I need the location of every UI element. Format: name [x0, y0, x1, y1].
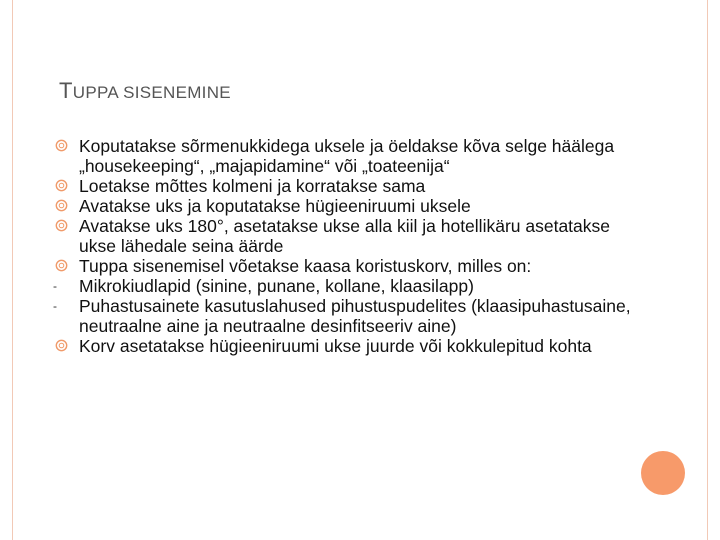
circle-bullet-icon: [55, 176, 69, 196]
list-item-text: Tuppa sisenemisel võetakse kaasa koristuskorv, milles on:: [79, 256, 532, 276]
list-item-text: Avatakse uks 180°, asetatakse ukse alla kiil ja hotellikäru asetatakse ukse lähedale seina äärde: [79, 216, 610, 256]
list-item: [53, 336, 643, 356]
list-item: [53, 176, 643, 196]
dash-marker: -: [53, 279, 57, 293]
circle-bullet-icon: [55, 196, 69, 216]
circle-bullet-icon: [55, 336, 69, 356]
list-item: [53, 216, 643, 256]
list-item: [53, 196, 643, 216]
list-item: [53, 276, 643, 296]
list-item-text: Loetakse mõttes kolmeni ja korratakse sama: [79, 176, 426, 196]
dash-marker: -: [53, 299, 57, 313]
slide-title: [59, 76, 231, 108]
circle-bullet-icon: [55, 256, 69, 276]
list-item: [53, 256, 643, 276]
list-item-text: Korv asetatakse hügieeniruumi ukse juurde või kokkulepitud kohta: [79, 336, 592, 356]
list-item-text: Puhastusainete kasutuslahused pihustuspudelites (klaasipuhastusaine, neutraalne aine ja neutraalne desinfitseeriv aine): [79, 296, 631, 336]
list-item-text: Avatakse uks ja koputatakse hügieeniruumi uksele: [79, 196, 471, 216]
slide-title-rest: UPPA SISENEMINE: [72, 83, 231, 102]
slide: [12, 0, 708, 540]
list-item-text: Mikrokiudlapid (sinine, punane, kollane, klaasilapp): [79, 276, 474, 296]
list-item: [53, 296, 643, 336]
list-item: [53, 136, 643, 176]
circle-bullet-icon: [55, 216, 69, 236]
list-item-text: Koputatakse sõrmenukkidega uksele ja öeldakse kõva selge häälega „housekeeping“, „majapidamine“ või „toateenija“: [79, 136, 615, 176]
accent-circle: [641, 451, 685, 495]
circle-bullet-icon: [55, 136, 69, 156]
slide-title-first-letter: T: [59, 78, 73, 103]
bullet-list: [53, 136, 643, 356]
